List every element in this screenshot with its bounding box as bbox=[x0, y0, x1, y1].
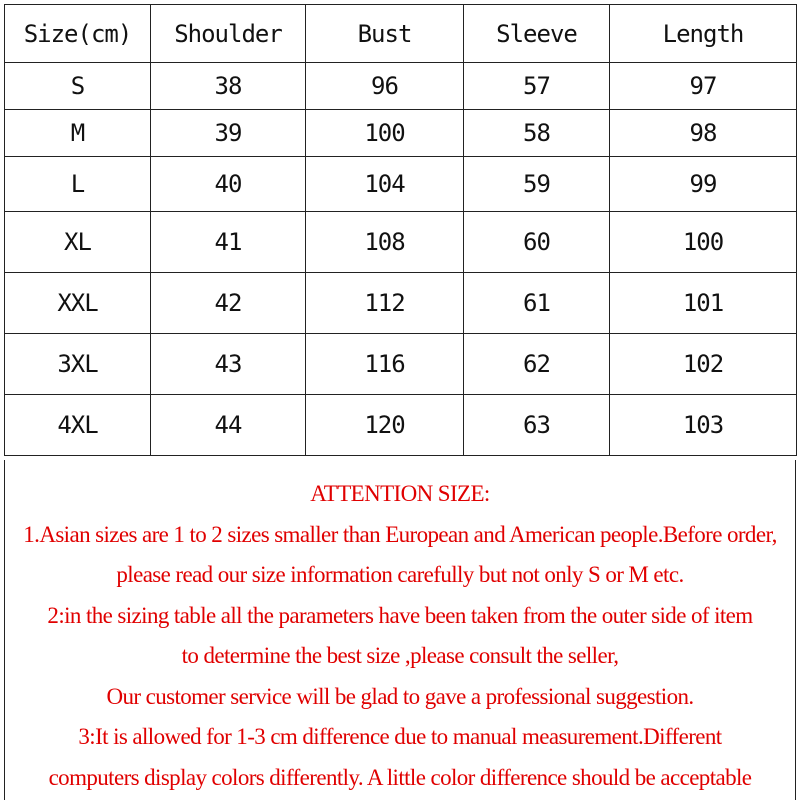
cell-length: 97 bbox=[610, 63, 797, 110]
notice-line: 2:in the sizing table all the parameters have been taken from the outer side of item bbox=[47, 602, 753, 628]
cell-sleeve: 61 bbox=[464, 273, 610, 334]
header-sleeve: Sleeve bbox=[464, 5, 610, 63]
table-row bbox=[5, 334, 797, 395]
cell-bust: 120 bbox=[306, 395, 464, 456]
cell-length: 101 bbox=[610, 273, 797, 334]
notice-line: 3:It is allowed for 1-3 cm difference due to manual measurement.Different bbox=[78, 724, 722, 749]
cell-bust: 116 bbox=[306, 334, 464, 395]
table-row bbox=[5, 157, 797, 212]
cell-shoulder: 41 bbox=[151, 212, 306, 273]
cell-sleeve: 62 bbox=[464, 334, 610, 395]
table-row bbox=[5, 395, 797, 456]
cell-shoulder: 44 bbox=[151, 395, 306, 456]
cell-sleeve: 60 bbox=[464, 212, 610, 273]
cell-size: XXL bbox=[5, 273, 151, 334]
header-shoulder: Shoulder bbox=[151, 5, 306, 63]
cell-size: L bbox=[5, 157, 151, 212]
cell-length: 98 bbox=[610, 110, 797, 157]
cell-bust: 96 bbox=[306, 63, 464, 110]
cell-length: 103 bbox=[610, 395, 797, 456]
notice-line: 1.Asian sizes are 1 to 2 sizes smaller than European and American people.Before order, bbox=[23, 521, 777, 547]
cell-sleeve: 58 bbox=[464, 110, 610, 157]
cell-bust: 112 bbox=[306, 273, 464, 334]
cell-length: 100 bbox=[610, 212, 797, 273]
cell-shoulder: 38 bbox=[151, 63, 306, 110]
notice-title: ATTENTION SIZE: bbox=[310, 481, 490, 506]
header-length: Length bbox=[610, 5, 797, 63]
header-bust: Bust bbox=[306, 5, 464, 63]
cell-size: S bbox=[5, 63, 151, 110]
cell-bust: 100 bbox=[306, 110, 464, 157]
table-row bbox=[5, 110, 797, 157]
cell-shoulder: 40 bbox=[151, 157, 306, 212]
cell-sleeve: 59 bbox=[464, 157, 610, 212]
cell-size: XL bbox=[5, 212, 151, 273]
table-header-row bbox=[5, 5, 797, 63]
size-notice bbox=[4, 460, 796, 800]
header-size: Size(cm) bbox=[5, 5, 151, 63]
cell-bust: 104 bbox=[306, 157, 464, 212]
notice-line: computers display colors differently. A little color difference should be acceptable bbox=[48, 764, 752, 790]
notice-line: Our customer service will be glad to gave a professional suggestion. bbox=[106, 683, 694, 709]
cell-length: 99 bbox=[610, 157, 797, 212]
cell-size: M bbox=[5, 110, 151, 157]
cell-size: 4XL bbox=[5, 395, 151, 456]
cell-length: 102 bbox=[610, 334, 797, 395]
cell-shoulder: 43 bbox=[151, 334, 306, 395]
table-row bbox=[5, 212, 797, 273]
size-table bbox=[4, 4, 797, 456]
table-row bbox=[5, 63, 797, 110]
cell-sleeve: 57 bbox=[464, 63, 610, 110]
cell-shoulder: 42 bbox=[151, 273, 306, 334]
cell-sleeve: 63 bbox=[464, 395, 610, 456]
notice-line: to determine the best size ,please consult the seller, bbox=[181, 643, 619, 668]
cell-shoulder: 39 bbox=[151, 110, 306, 157]
cell-bust: 108 bbox=[306, 212, 464, 273]
notice-line: please read our size information carefully but not only S or M etc. bbox=[116, 562, 684, 587]
cell-size: 3XL bbox=[5, 334, 151, 395]
table-row bbox=[5, 273, 797, 334]
